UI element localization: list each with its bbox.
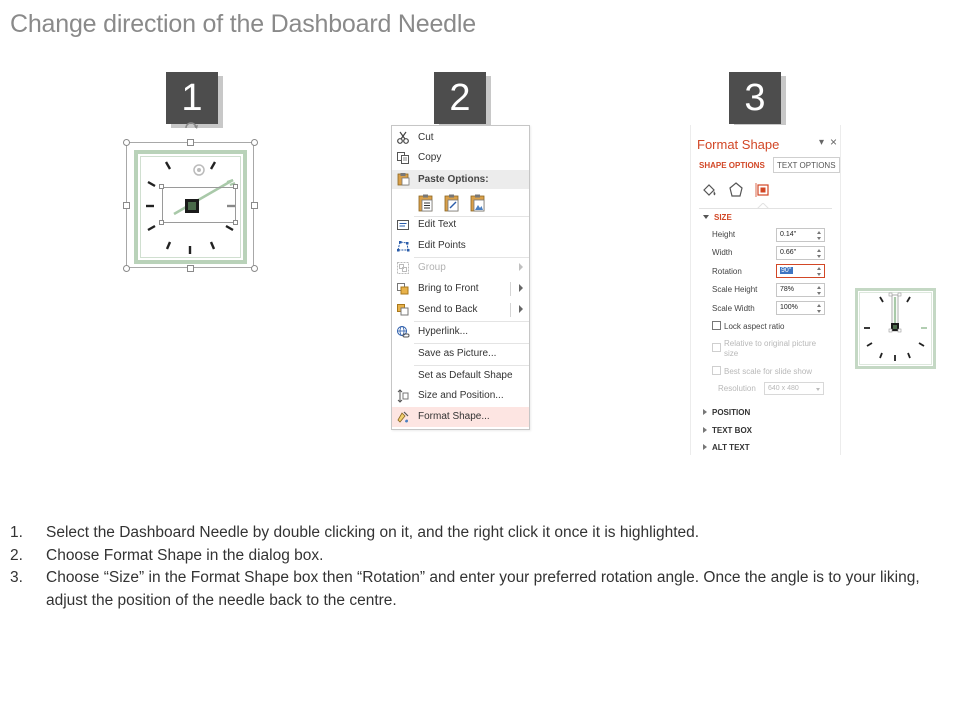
collapse-icon xyxy=(703,215,709,219)
menu-label: Edit Points xyxy=(418,240,466,251)
resolution-label: Resolution xyxy=(718,384,756,393)
field-label: Height xyxy=(712,230,736,239)
spinner-arrows-icon[interactable] xyxy=(817,231,822,240)
size-position-icon xyxy=(396,389,410,403)
resize-handle[interactable] xyxy=(251,139,258,146)
menu-item-bring-to-front[interactable] xyxy=(392,279,529,299)
context-menu xyxy=(391,125,530,430)
scissors-icon xyxy=(396,131,410,145)
expand-icon xyxy=(703,427,707,433)
menu-label: Format Shape... xyxy=(418,411,490,422)
menu-item-send-to-back[interactable] xyxy=(392,300,529,320)
section-position[interactable] xyxy=(703,408,750,417)
resolution-select xyxy=(764,382,824,395)
rotation-spinner[interactable] xyxy=(776,264,825,278)
fill-line-icon[interactable] xyxy=(700,181,718,199)
menu-label: Edit Text xyxy=(418,219,457,230)
scale-width-spinner[interactable] xyxy=(776,301,825,315)
resize-handle[interactable] xyxy=(187,265,194,272)
needle-handle[interactable] xyxy=(159,184,164,189)
resolution-value: 640 x 480 xyxy=(768,385,799,392)
menu-item-edit-text[interactable] xyxy=(392,215,529,235)
relative-original-label: Relative to original picture size xyxy=(724,339,817,358)
width-value: 0.66" xyxy=(780,249,797,256)
pane-options-dropdown-icon[interactable]: ▾ xyxy=(819,137,825,148)
step-badge-2: 2 xyxy=(434,72,486,124)
submenu-arrow-icon[interactable] xyxy=(519,284,523,292)
spinner-arrows-icon[interactable] xyxy=(817,249,822,258)
instruction-text: Select the Dashboard Needle by double clicking on it, and the right click it once it is highlighted. xyxy=(46,524,700,541)
paste-picture-icon[interactable] xyxy=(469,193,487,213)
clock-ticks-and-needle xyxy=(858,291,933,366)
hyperlink-icon xyxy=(396,325,410,339)
menu-label: Size and Position... xyxy=(418,390,504,401)
best-scale-checkbox xyxy=(712,366,721,375)
paste-keep-source-icon[interactable] xyxy=(417,193,435,213)
close-icon[interactable]: × xyxy=(830,135,838,149)
instruction-number: 2. xyxy=(10,546,23,564)
scale-height-spinner[interactable] xyxy=(776,283,825,297)
needle-handle[interactable] xyxy=(233,220,238,225)
size-properties-icon[interactable] xyxy=(754,181,772,199)
paste-destination-icon[interactable] xyxy=(443,193,461,213)
instruction-item xyxy=(10,545,940,568)
field-label: Rotation xyxy=(712,267,742,276)
menu-item-cut[interactable] xyxy=(392,128,529,148)
selection-frame xyxy=(126,142,254,268)
section-label: ALT TEXT xyxy=(712,443,750,452)
resize-handle[interactable] xyxy=(251,202,258,209)
send-to-back-icon xyxy=(396,303,410,317)
spinner-arrows-icon[interactable] xyxy=(817,286,822,295)
menu-label: Group xyxy=(418,262,446,273)
menu-item-hyperlink[interactable] xyxy=(392,322,529,342)
edit-text-icon xyxy=(396,218,410,232)
width-spinner[interactable] xyxy=(776,246,825,260)
menu-item-copy[interactable] xyxy=(392,148,529,168)
menu-label: Send to Back xyxy=(418,304,478,315)
rotation-value: 90° xyxy=(781,267,792,274)
resize-handle[interactable] xyxy=(251,265,258,272)
field-label: Scale Height xyxy=(712,285,758,294)
height-value: 0.14" xyxy=(780,231,797,238)
relative-original-checkbox xyxy=(712,343,721,352)
format-shape-pane xyxy=(690,125,841,455)
bring-to-front-icon xyxy=(396,282,410,296)
section-label: POSITION xyxy=(712,408,751,417)
best-scale-label: Best scale for slide show xyxy=(724,367,813,376)
menu-item-edit-points[interactable] xyxy=(392,236,529,256)
height-spinner[interactable] xyxy=(776,228,825,242)
pane-category-icons xyxy=(691,175,840,207)
instruction-item xyxy=(10,567,940,612)
clipboard-icon xyxy=(396,172,410,186)
instruction-text: Choose “Size” in the Format Shape box then “Rotation” and enter your preferred rotation angle. Once the angle is to your liking, adjust the position of the needle back to the centre. xyxy=(46,569,920,609)
section-label: TEXT BOX xyxy=(712,426,753,435)
copy-icon xyxy=(396,151,410,165)
menu-label: Save as Picture... xyxy=(418,348,497,359)
menu-item-set-default-shape[interactable] xyxy=(392,366,529,386)
expand-icon xyxy=(703,444,707,450)
scale-height-value: 78% xyxy=(780,286,795,293)
group-icon xyxy=(396,261,410,275)
pane-title: Format Shape xyxy=(697,137,780,152)
resize-handle[interactable] xyxy=(123,202,130,209)
section-alt-text[interactable] xyxy=(703,443,750,452)
menu-label: Hyperlink... xyxy=(418,326,469,337)
menu-label: Set as Default Shape xyxy=(418,370,513,381)
menu-item-save-as-picture[interactable] xyxy=(392,344,529,364)
menu-item-group xyxy=(392,258,529,278)
menu-label: Copy xyxy=(418,152,442,163)
submenu-arrow-icon xyxy=(519,263,523,271)
spinner-arrows-icon[interactable] xyxy=(817,267,822,276)
field-label: Scale Width xyxy=(712,304,755,313)
paste-options-header xyxy=(392,170,529,189)
expand-icon xyxy=(703,409,707,415)
menu-label: Bring to Front xyxy=(418,283,479,294)
tab-text-options[interactable]: TEXT OPTIONS xyxy=(773,157,840,173)
dashboard-clock-rotated[interactable] xyxy=(855,288,936,369)
needle-handle[interactable] xyxy=(233,184,238,189)
tab-shape-options[interactable]: SHAPE OPTIONS xyxy=(699,161,765,170)
resize-handle[interactable] xyxy=(123,265,130,272)
format-shape-icon xyxy=(396,410,410,424)
resize-handle[interactable] xyxy=(123,139,130,146)
instruction-number: 3. xyxy=(10,569,23,586)
submenu-arrow-icon[interactable] xyxy=(519,305,523,313)
menu-item-size-and-position[interactable] xyxy=(392,386,529,406)
needle-handle[interactable] xyxy=(159,220,164,225)
instruction-text: Choose Format Shape in the dialog box. xyxy=(46,546,324,564)
page-title: Change direction of the Dashboard Needle xyxy=(10,10,476,38)
step-badge-3: 3 xyxy=(729,72,781,124)
field-label: Width xyxy=(712,248,733,257)
menu-item-format-shape[interactable] xyxy=(392,407,529,427)
step-badge-1: 1 xyxy=(166,72,218,124)
spinner-arrows-icon[interactable] xyxy=(817,304,822,313)
menu-label: Cut xyxy=(418,132,434,143)
lock-aspect-checkbox[interactable] xyxy=(712,321,721,330)
section-text-box[interactable] xyxy=(703,426,752,435)
section-size[interactable] xyxy=(703,213,732,222)
scale-width-value: 100% xyxy=(780,304,798,311)
instruction-number: 1. xyxy=(10,524,23,541)
effects-icon[interactable] xyxy=(727,181,745,199)
menu-label: Paste Options: xyxy=(418,174,489,185)
instruction-item xyxy=(10,522,940,545)
rotate-handle-icon[interactable] xyxy=(183,120,199,132)
resize-handle[interactable] xyxy=(187,139,194,146)
section-label: SIZE xyxy=(714,213,732,222)
instructions-list xyxy=(10,522,940,612)
lock-aspect-label: Lock aspect ratio xyxy=(724,322,785,331)
chevron-down-icon xyxy=(816,388,820,391)
edit-points-icon xyxy=(396,239,410,253)
